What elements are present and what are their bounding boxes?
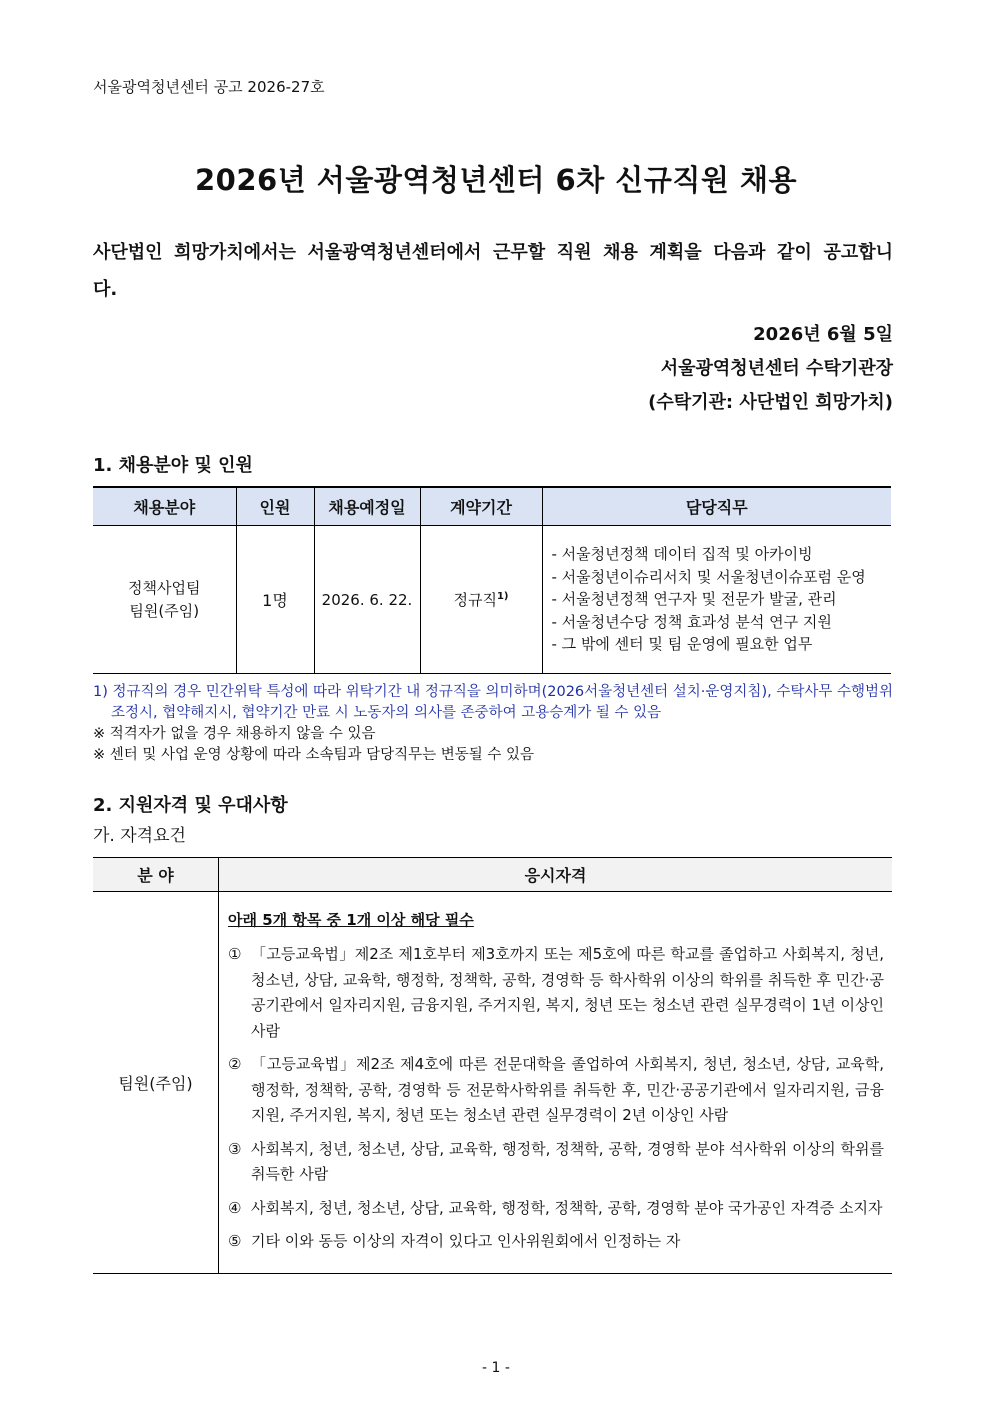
notice-number: 서울광역청년센터 공고 2026-27호 [93,78,325,96]
item-marker: ① [228,945,242,963]
col-header-qualification: 응시자격 [219,858,893,892]
cell-field [93,526,236,674]
item-text: 사회복지, 청년, 청소년, 상담, 교육학, 행정학, 정책학, 공학, 경영학 분야 석사학위 이상의 학위를 취득한 사람 [251,1139,884,1183]
issuer-name: 서울광역청년센터 수탁기관장 [660,358,893,379]
cell-duties [542,526,891,674]
issuer-block [648,318,893,420]
duty-item: - 그 밖에 센터 및 팀 운영에 필요한 업무 [551,635,813,654]
footnote-1: 1) 정규직의 경우 민간위탁 특성에 따라 위탁기간 내 정규직을 의미하며(2026서울청년센터 설치·운영지침), 수탁사무 수행범위 조정시, 협약해지시, 협약기간 만료 시 노동자의 의사를 존중하여 고용승계가 될 수 있음 [93,684,893,721]
list-item [228,1229,884,1255]
item-marker: ⑤ [228,1232,242,1250]
col-header-start-date: 채용예정일 [314,487,420,526]
col-header-duties: 담당직무 [542,487,891,526]
duty-item: - 서울청년정책 연구자 및 전문가 발굴, 관리 [551,590,837,609]
section-2-heading: 2. 지원자격 및 우대사항 [93,795,288,816]
note-no-candidate: ※ 적격자가 없을 경우 채용하지 않을 수 있음 [93,726,376,742]
item-text: 기타 이와 동등 이상의 자격이 있다고 인사위원회에서 인정하는 자 [251,1232,681,1250]
col-header-headcount: 인원 [236,487,314,526]
list-item [228,1137,884,1188]
list-item [228,1196,884,1222]
list-item [228,942,884,1044]
item-marker: ③ [228,1139,242,1158]
footnote-ref: 1) [496,591,509,602]
col-header-contract: 계약기간 [420,487,542,526]
cell-field: 팀원(주임) [93,892,219,1274]
table-notes [93,682,893,766]
recruitment-table [93,486,891,674]
issue-date: 2026년 6월 5일 [753,324,893,345]
cell-start-date: 2026. 6. 22. [314,526,420,674]
table-row [93,526,891,674]
section-2-subheading: 가. 자격요건 [93,826,186,846]
field-team: 정책사업팀 [128,578,201,597]
item-text: 사회복지, 청년, 청소년, 상담, 교육학, 행정학, 정책학, 공학, 경영학 분야 국가공인 자격증 소지자 [251,1198,883,1217]
duty-item: - 서울청년이슈리서치 및 서울청년이슈포럼 운영 [551,567,866,586]
intro-paragraph: 사단법인 희망가치에서는 서울광역청년센터에서 근무할 직원 채용 계획을 다음과 같이 공고합니다. [93,242,893,300]
duty-item: - 서울청년수당 정책 효과성 분석 연구 지원 [551,612,832,631]
list-item [228,1052,884,1129]
table-header-row [93,858,892,892]
requirement-head: 아래 5개 항목 중 1개 이상 해당 필수 [228,911,474,929]
qualification-table [93,857,892,1274]
duty-item: - 서울청년정책 데이터 집적 및 아카이빙 [551,545,813,564]
note-change: ※ 센터 및 사업 운영 상황에 따라 소속팀과 담당직무는 변동될 수 있음 [93,747,535,763]
field-position: 팀원(주임) [129,601,200,620]
item-text: 「고등교육법」제2조 제4호에 따른 전문대학을 졸업하여 사회복지, 청년, 청소년, 상담, 교육학, 행정학, 정책학, 공학, 경영학 등 전문학사학위를 취득한 후, 민간·공공기관에서 일자리지원, 금융지원, 주거지원, 복지, 청년 또는 청소년 관련 실무경력이 2년 이상인 사람 [251,1055,884,1124]
table-row [93,892,892,1274]
item-marker: ④ [228,1198,242,1217]
cell-qualification [219,892,893,1274]
col-header-field: 채용분야 [93,487,236,526]
cell-headcount: 1명 [236,526,314,674]
col-header-field: 분 야 [93,858,219,892]
section-1-heading: 1. 채용분야 및 인원 [93,455,253,476]
table-header-row [93,487,891,526]
item-marker: ② [228,1055,242,1073]
item-text: 「고등교육법」제2조 제1호부터 제3호까지 또는 제5호에 따른 학교를 졸업하고 사회복지, 청년, 청소년, 상담, 교육학, 행정학, 정책학, 공학, 경영학 등 학사학위 이상의 학위를 취득한 후 민간·공공기관에서 일자리지원, 금융지원, 주거지원, 복지, 청년 또는 청소년 관련 실무경력이 1년 이상인 사람 [251,945,884,1040]
page-number: - 1 - [482,1360,510,1376]
cell-contract [420,526,542,674]
issuer-org: (수탁기관: 사단법인 희망가치) [648,392,893,413]
document-title: 2026년 서울광역청년센터 6차 신규직원 채용 [194,163,797,197]
contract-type: 정규직 [453,591,497,609]
